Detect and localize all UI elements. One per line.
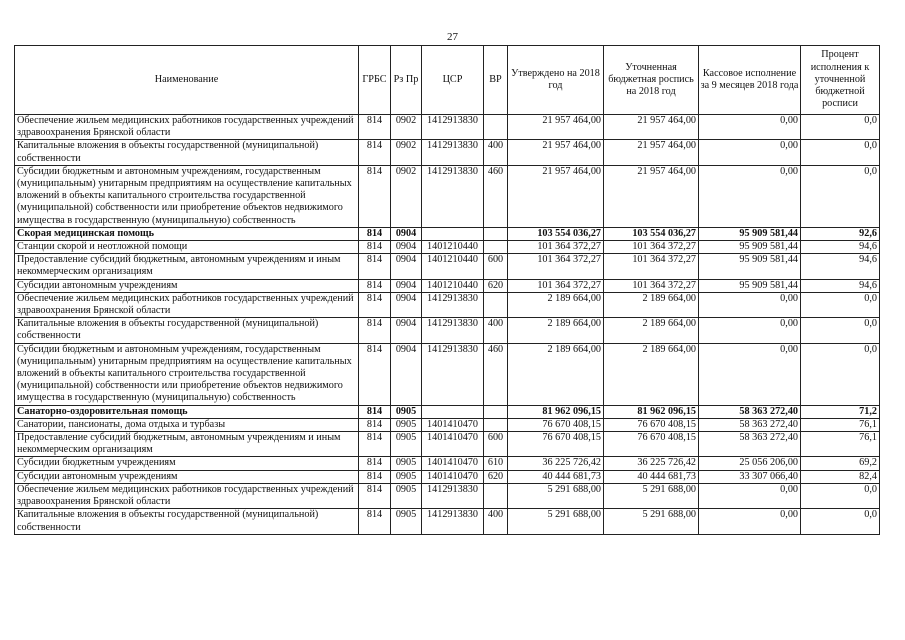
- row-approved: 21 957 464,00: [508, 115, 604, 140]
- row-cash: 58 363 272,40: [699, 405, 801, 418]
- row-name: Станции скорой и неотложной помощи: [15, 241, 359, 254]
- row-name: Санатории, пансионаты, дома отдыха и турбазы: [15, 418, 359, 431]
- row-percent: 71,2: [801, 405, 880, 418]
- row-csr: 1401410470: [422, 418, 484, 431]
- header-rz-pr: Рз Пр: [391, 46, 422, 115]
- row-cash: 25 056 206,00: [699, 457, 801, 470]
- table-row: [15, 140, 880, 165]
- table-header-row: [15, 46, 880, 115]
- row-name: Капитальные вложения в объекты государственной (муниципальной) собственности: [15, 318, 359, 343]
- row-refined: 101 364 372,27: [604, 241, 699, 254]
- row-vr: 620: [484, 279, 508, 292]
- row-approved: 5 291 688,00: [508, 483, 604, 508]
- row-percent: 0,0: [801, 509, 880, 534]
- row-name: Капитальные вложения в объекты государственной (муниципальной) собственности: [15, 509, 359, 534]
- row-cash: 0,00: [699, 140, 801, 165]
- row-rz-pr: 0902: [391, 165, 422, 227]
- row-cash: 0,00: [699, 343, 801, 405]
- table-row: [15, 279, 880, 292]
- row-approved: 101 364 372,27: [508, 254, 604, 279]
- row-name: Субсидии бюджетным и автономным учреждениям, государственным (муниципальным) унитарным предприятиям на осуществление капитальных вложений в объекты капитального строительства государственной (муниципальной) собственности или приобретение объектов недвижимого имущества в государственную (муниципальную) собственность: [15, 165, 359, 227]
- row-percent: 82,4: [801, 470, 880, 483]
- row-cash: 0,00: [699, 292, 801, 317]
- row-vr: [484, 241, 508, 254]
- row-percent: 0,0: [801, 140, 880, 165]
- row-refined: 2 189 664,00: [604, 343, 699, 405]
- row-approved: 21 957 464,00: [508, 140, 604, 165]
- table-row: [15, 405, 880, 418]
- table-row: [15, 254, 880, 279]
- table-row: [15, 115, 880, 140]
- row-cash: 95 909 581,44: [699, 254, 801, 279]
- table-row: [15, 165, 880, 227]
- row-csr: 1412913830: [422, 483, 484, 508]
- row-cash: 58 363 272,40: [699, 432, 801, 457]
- row-name: Скорая медицинская помощь: [15, 227, 359, 240]
- row-grbs: 814: [359, 343, 391, 405]
- table-row: [15, 509, 880, 534]
- row-vr: 400: [484, 318, 508, 343]
- row-refined: 5 291 688,00: [604, 483, 699, 508]
- row-grbs: 814: [359, 254, 391, 279]
- row-approved: 21 957 464,00: [508, 165, 604, 227]
- row-vr: 600: [484, 432, 508, 457]
- header-approved: Утверждено на 2018 год: [508, 46, 604, 115]
- row-name: Субсидии бюджетным и автономным учреждениям, государственным (муниципальным) унитарным предприятиям на осуществление капитальных вложений в объекты капитального строительства государственной (муниципальной) собственности или приобретение объектов недвижимого имущества в государственную (муниципальную) собственность: [15, 343, 359, 405]
- row-percent: 0,0: [801, 343, 880, 405]
- row-csr: 1401210440: [422, 254, 484, 279]
- row-approved: 76 670 408,15: [508, 418, 604, 431]
- row-csr: 1401210440: [422, 241, 484, 254]
- row-rz-pr: 0904: [391, 292, 422, 317]
- row-approved: 81 962 096,15: [508, 405, 604, 418]
- row-cash: 0,00: [699, 318, 801, 343]
- row-rz-pr: 0902: [391, 115, 422, 140]
- row-csr: 1412913830: [422, 115, 484, 140]
- row-grbs: 814: [359, 318, 391, 343]
- row-refined: 103 554 036,27: [604, 227, 699, 240]
- row-grbs: 814: [359, 483, 391, 508]
- row-grbs: 814: [359, 432, 391, 457]
- row-name: Обеспечение жильем медицинских работников государственных учреждений здравоохранения Брянской области: [15, 292, 359, 317]
- table-body: [15, 115, 880, 535]
- row-rz-pr: 0905: [391, 470, 422, 483]
- row-name: Субсидии автономным учреждениям: [15, 279, 359, 292]
- table-row: [15, 292, 880, 317]
- header-percent: Процент исполнения к уточненной бюджетной росписи: [801, 46, 880, 115]
- row-name: Предоставление субсидий бюджетным, автономным учреждениям и иным некоммерческим организациям: [15, 254, 359, 279]
- row-vr: [484, 483, 508, 508]
- row-grbs: 814: [359, 292, 391, 317]
- row-csr: 1412913830: [422, 343, 484, 405]
- row-grbs: 814: [359, 165, 391, 227]
- row-csr: [422, 227, 484, 240]
- row-percent: 76,1: [801, 418, 880, 431]
- header-refined: Уточненная бюджетная роспись на 2018 год: [604, 46, 699, 115]
- row-percent: 0,0: [801, 483, 880, 508]
- row-percent: 94,6: [801, 241, 880, 254]
- row-vr: 460: [484, 165, 508, 227]
- row-approved: 40 444 681,73: [508, 470, 604, 483]
- row-cash: 95 909 581,44: [699, 241, 801, 254]
- row-name: Санаторно-оздоровительная помощь: [15, 405, 359, 418]
- table-row: [15, 470, 880, 483]
- row-name: Субсидии автономным учреждениям: [15, 470, 359, 483]
- row-name: Обеспечение жильем медицинских работников государственных учреждений здравоохранения Брянской области: [15, 115, 359, 140]
- row-vr: [484, 292, 508, 317]
- header-vr: ВР: [484, 46, 508, 115]
- budget-table: [14, 45, 880, 535]
- row-refined: 101 364 372,27: [604, 254, 699, 279]
- row-grbs: 814: [359, 140, 391, 165]
- table-row: [15, 483, 880, 508]
- row-rz-pr: 0904: [391, 343, 422, 405]
- row-csr: 1412913830: [422, 292, 484, 317]
- row-cash: 58 363 272,40: [699, 418, 801, 431]
- row-refined: 21 957 464,00: [604, 115, 699, 140]
- row-rz-pr: 0904: [391, 318, 422, 343]
- row-grbs: 814: [359, 509, 391, 534]
- row-rz-pr: 0905: [391, 457, 422, 470]
- row-rz-pr: 0905: [391, 432, 422, 457]
- table-row: [15, 432, 880, 457]
- row-approved: 36 225 726,42: [508, 457, 604, 470]
- row-refined: 2 189 664,00: [604, 292, 699, 317]
- row-vr: [484, 405, 508, 418]
- row-percent: 0,0: [801, 165, 880, 227]
- header-name: Наименование: [15, 46, 359, 115]
- row-rz-pr: 0904: [391, 254, 422, 279]
- row-cash: 33 307 066,40: [699, 470, 801, 483]
- row-rz-pr: 0902: [391, 140, 422, 165]
- row-csr: 1412913830: [422, 318, 484, 343]
- row-cash: 0,00: [699, 115, 801, 140]
- row-csr: 1401410470: [422, 470, 484, 483]
- row-approved: 103 554 036,27: [508, 227, 604, 240]
- row-rz-pr: 0905: [391, 483, 422, 508]
- row-csr: 1401410470: [422, 457, 484, 470]
- row-grbs: 814: [359, 405, 391, 418]
- row-csr: 1412913830: [422, 165, 484, 227]
- row-vr: 600: [484, 254, 508, 279]
- row-name: Предоставление субсидий бюджетным, автономным учреждениям и иным некоммерческим организациям: [15, 432, 359, 457]
- row-approved: 2 189 664,00: [508, 318, 604, 343]
- row-csr: 1412913830: [422, 509, 484, 534]
- row-csr: [422, 405, 484, 418]
- row-vr: [484, 115, 508, 140]
- page-number: 27: [447, 31, 458, 43]
- row-refined: 101 364 372,27: [604, 279, 699, 292]
- row-rz-pr: 0905: [391, 509, 422, 534]
- row-rz-pr: 0905: [391, 418, 422, 431]
- row-grbs: 814: [359, 470, 391, 483]
- row-percent: 92,6: [801, 227, 880, 240]
- header-csr: ЦСР: [422, 46, 484, 115]
- row-grbs: 814: [359, 457, 391, 470]
- row-percent: 76,1: [801, 432, 880, 457]
- row-vr: 610: [484, 457, 508, 470]
- table-row: [15, 343, 880, 405]
- row-vr: [484, 418, 508, 431]
- row-refined: 21 957 464,00: [604, 165, 699, 227]
- row-csr: 1401410470: [422, 432, 484, 457]
- row-approved: 101 364 372,27: [508, 241, 604, 254]
- row-cash: 0,00: [699, 509, 801, 534]
- row-approved: 76 670 408,15: [508, 432, 604, 457]
- row-grbs: 814: [359, 418, 391, 431]
- row-name: Обеспечение жильем медицинских работников государственных учреждений здравоохранения Брянской области: [15, 483, 359, 508]
- row-refined: 76 670 408,15: [604, 432, 699, 457]
- row-percent: 69,2: [801, 457, 880, 470]
- row-grbs: 814: [359, 227, 391, 240]
- row-refined: 76 670 408,15: [604, 418, 699, 431]
- table-row: [15, 418, 880, 431]
- table-row: [15, 318, 880, 343]
- row-approved: 101 364 372,27: [508, 279, 604, 292]
- row-percent: 94,6: [801, 279, 880, 292]
- row-csr: 1412913830: [422, 140, 484, 165]
- header-grbs: ГРБС: [359, 46, 391, 115]
- row-vr: 620: [484, 470, 508, 483]
- row-name: Капитальные вложения в объекты государственной (муниципальной) собственности: [15, 140, 359, 165]
- row-rz-pr: 0904: [391, 241, 422, 254]
- row-cash: 0,00: [699, 165, 801, 227]
- table-row: [15, 227, 880, 240]
- row-percent: 0,0: [801, 318, 880, 343]
- table-row: [15, 457, 880, 470]
- row-refined: 40 444 681,73: [604, 470, 699, 483]
- row-approved: 2 189 664,00: [508, 343, 604, 405]
- row-grbs: 814: [359, 279, 391, 292]
- row-approved: 2 189 664,00: [508, 292, 604, 317]
- header-cash: Кассовое исполнение за 9 месяцев 2018 года: [699, 46, 801, 115]
- table-row: [15, 241, 880, 254]
- row-cash: 0,00: [699, 483, 801, 508]
- row-rz-pr: 0905: [391, 405, 422, 418]
- row-vr: [484, 227, 508, 240]
- row-rz-pr: 0904: [391, 227, 422, 240]
- row-percent: 0,0: [801, 292, 880, 317]
- row-refined: 36 225 726,42: [604, 457, 699, 470]
- row-vr: 400: [484, 509, 508, 534]
- row-csr: 1401210440: [422, 279, 484, 292]
- row-rz-pr: 0904: [391, 279, 422, 292]
- row-vr: 400: [484, 140, 508, 165]
- row-cash: 95 909 581,44: [699, 227, 801, 240]
- row-refined: 81 962 096,15: [604, 405, 699, 418]
- row-vr: 460: [484, 343, 508, 405]
- row-refined: 5 291 688,00: [604, 509, 699, 534]
- row-grbs: 814: [359, 115, 391, 140]
- row-refined: 2 189 664,00: [604, 318, 699, 343]
- row-refined: 21 957 464,00: [604, 140, 699, 165]
- row-cash: 95 909 581,44: [699, 279, 801, 292]
- row-percent: 0,0: [801, 115, 880, 140]
- row-grbs: 814: [359, 241, 391, 254]
- row-approved: 5 291 688,00: [508, 509, 604, 534]
- row-name: Субсидии бюджетным учреждениям: [15, 457, 359, 470]
- row-percent: 94,6: [801, 254, 880, 279]
